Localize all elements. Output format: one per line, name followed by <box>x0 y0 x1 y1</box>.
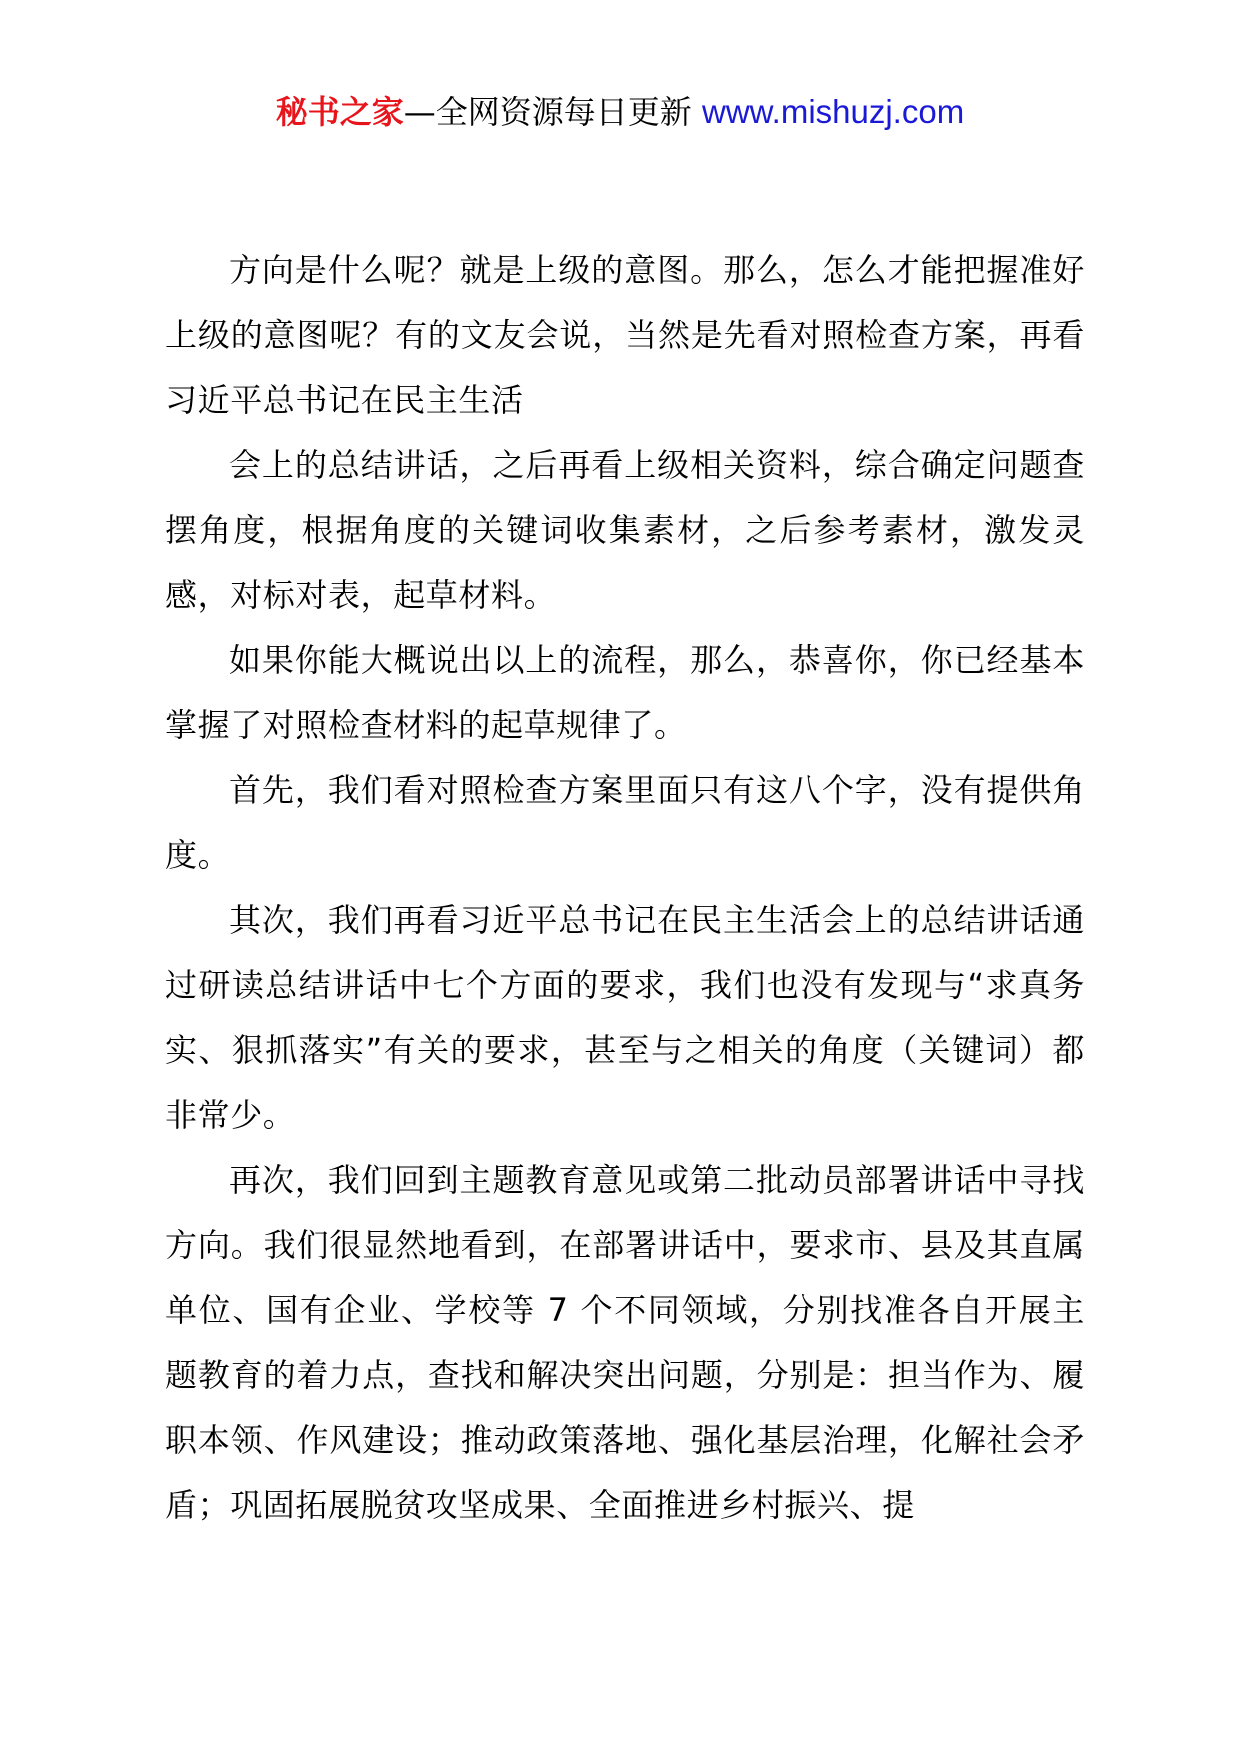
paragraph-3: 如果你能大概说出以上的流程，那么，恭喜你，你已经基本掌握了对照检查材料的起草规律了。 <box>165 641 1085 744</box>
site-slogan: —全网资源每日更新 <box>403 93 702 131</box>
paragraph-2: 会上的总结讲话，之后再看上级相关资料，综合确定问题查摆角度，根据角度的关键词收集素材，之后参考素材，激发灵感，对标对表，起草材料。 <box>165 446 1085 614</box>
site-url-link[interactable]: www.mishuzj.com <box>701 93 965 130</box>
paragraph-1: 方向是什么呢？就是上级的意图。那么，怎么才能把握准好上级的意图呢？有的文友会说，当然是先看对照检查方案，再看习近平总书记在民主生活 <box>165 251 1085 419</box>
site-brand: 秘书之家 <box>275 93 404 131</box>
paragraph-5: 其次，我们再看习近平总书记在民主生活会上的总结讲话通过研读总结讲话中七个方面的要求，我们也没有发现与“求真务实、狠抓落实”有关的要求，甚至与之相关的角度（关键词）都非常少。 <box>165 901 1085 1134</box>
paragraph-4: 首先，我们看对照检查方案里面只有这八个字，没有提供角度。 <box>165 771 1085 874</box>
document-body <box>165 238 1085 1538</box>
paragraph-6: 再次，我们回到主题教育意见或第二批动员部署讲话中寻找方向。我们很显然地看到，在部署讲话中，要求市、县及其直属单位、国有企业、学校等 7 个不同领域，分别找准各自开展主题教育的着力点，查找和解决突出问题，分别是：担当作为、履职本领、作风建设；推动政策落地、强化基层治理，化解社会矛盾；巩固拓展脱贫攻坚成果、全面推进乡村振兴、提 <box>165 1161 1085 1524</box>
site-header <box>0 92 1240 132</box>
